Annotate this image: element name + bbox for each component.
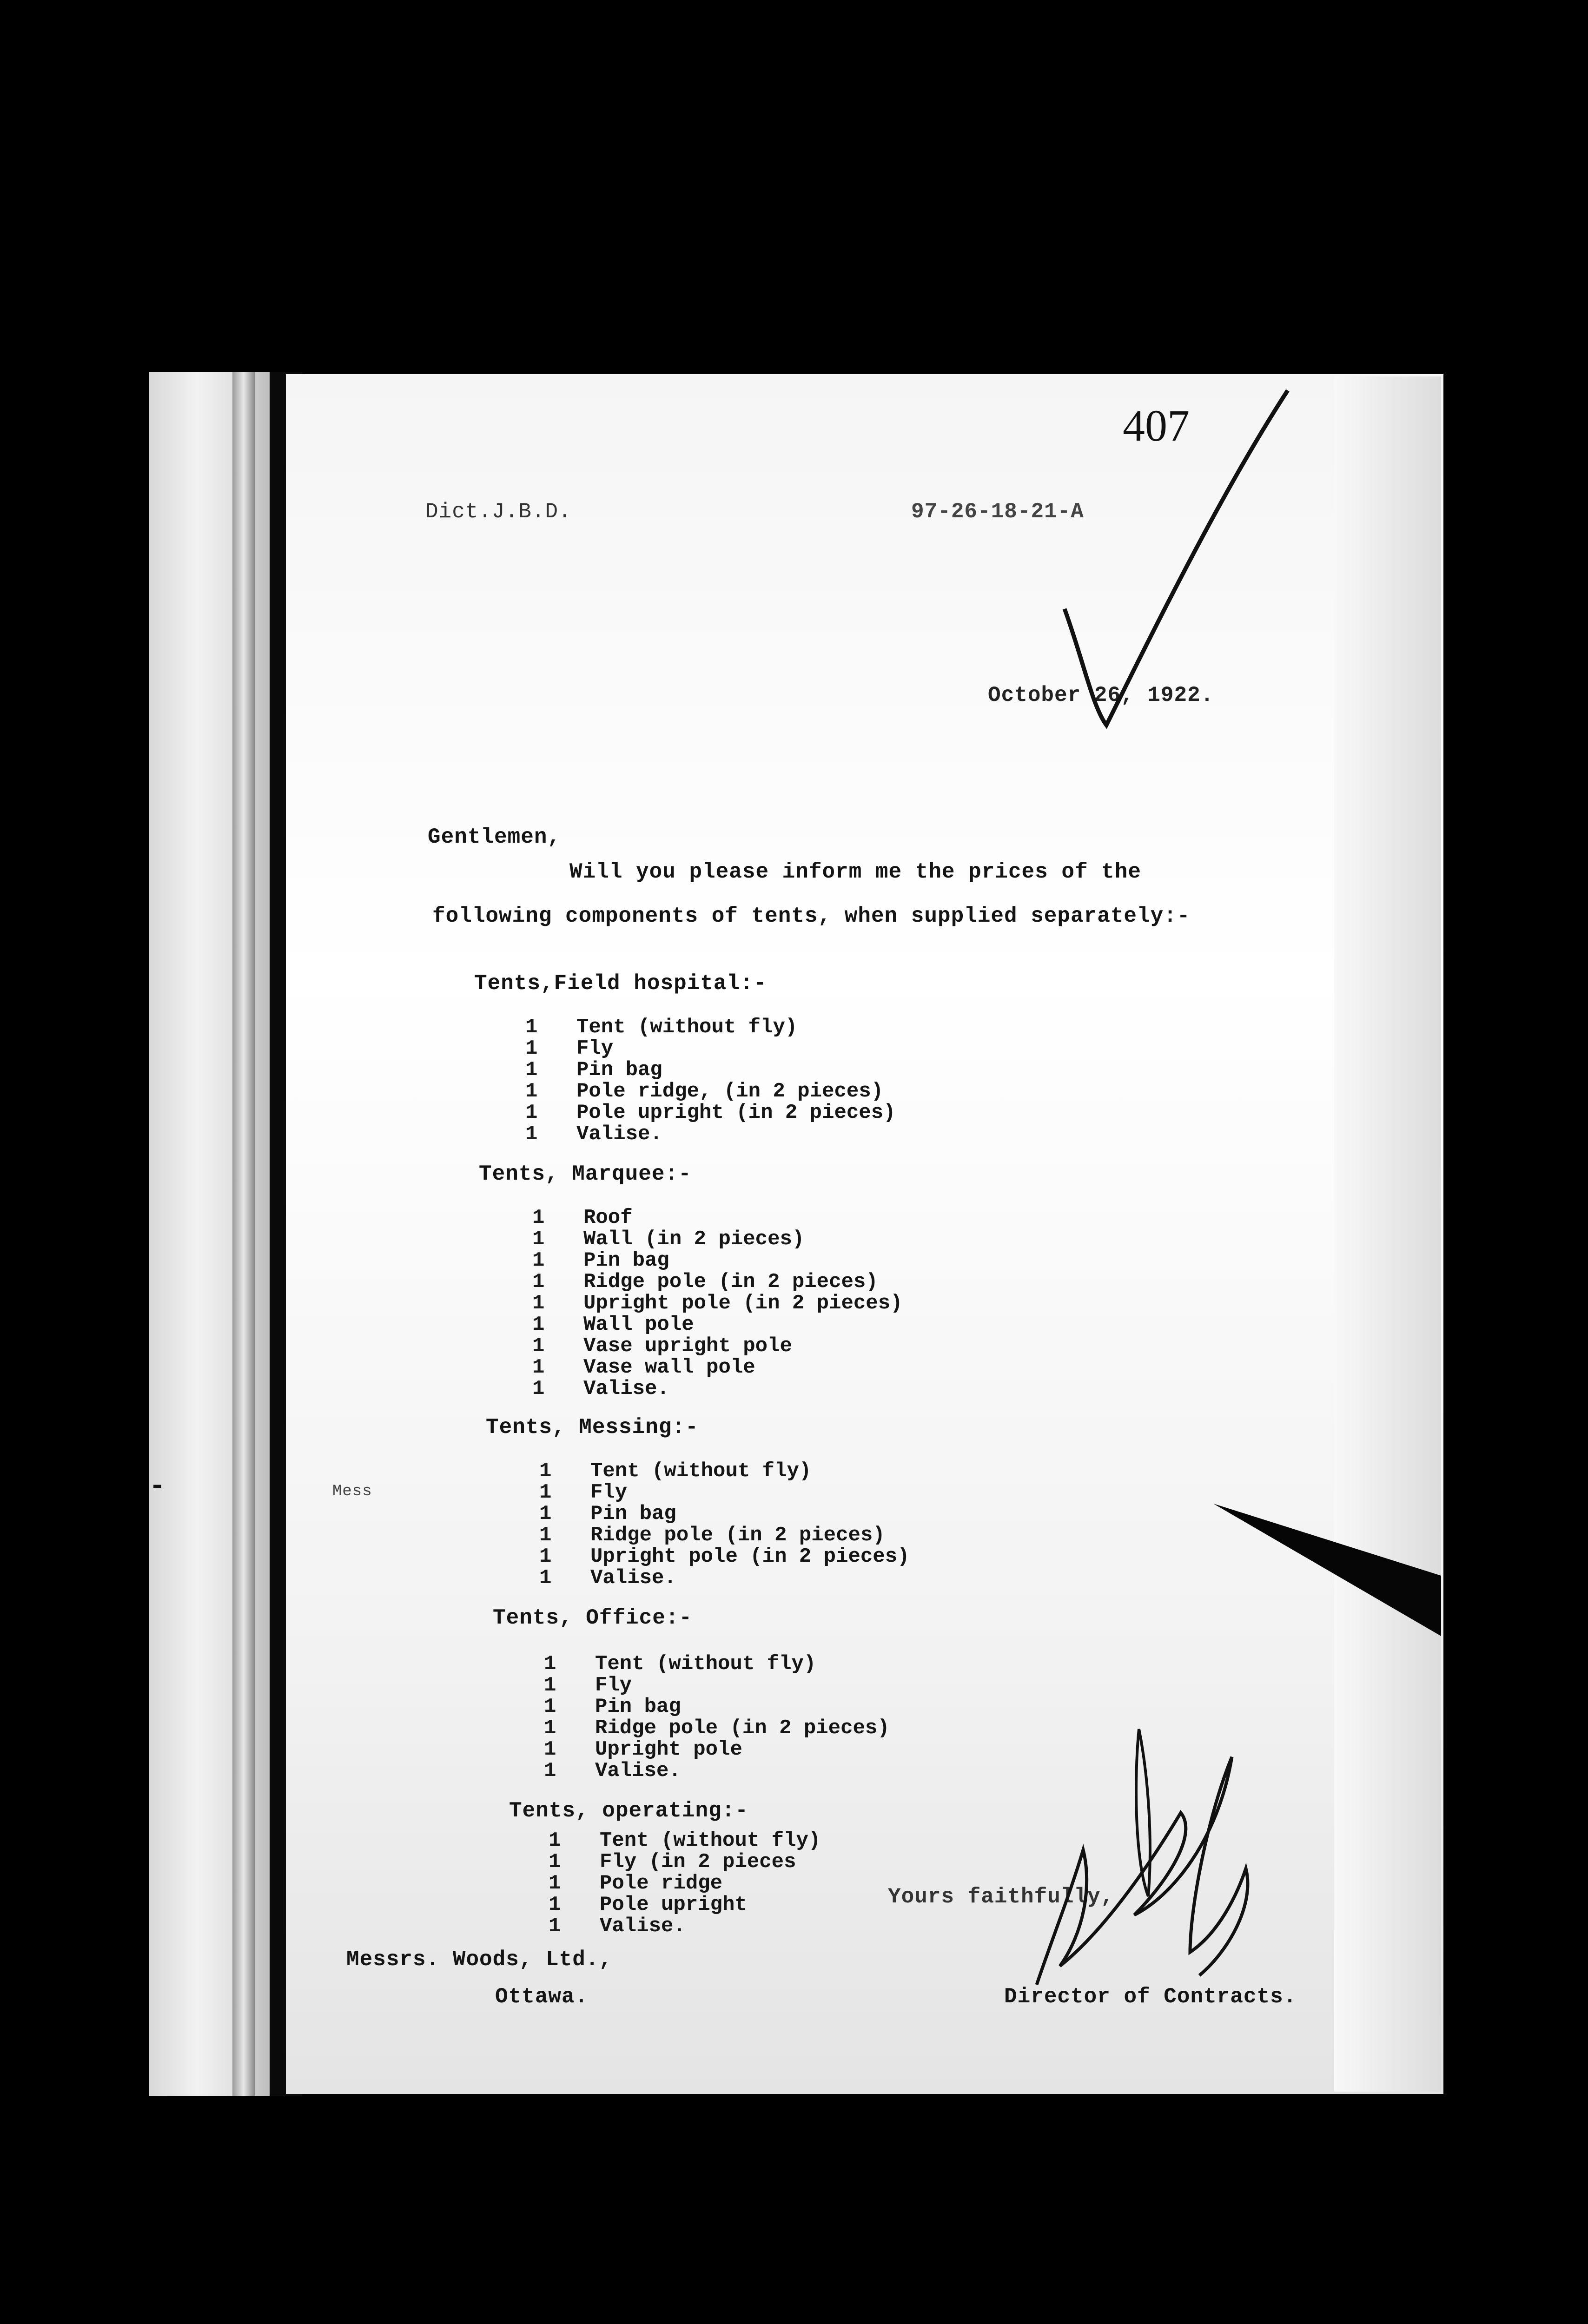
addressee-name: Messrs. Woods, Ltd.,	[346, 1948, 613, 1972]
item-quantity: 1	[532, 1228, 545, 1251]
item-name: Wall pole	[583, 1313, 694, 1336]
item-quantity: 1	[549, 1872, 561, 1895]
item-name: Pole upright (in 2 pieces)	[576, 1101, 896, 1124]
item-quantity: 1	[532, 1334, 545, 1358]
item-quantity: 1	[525, 1101, 538, 1124]
pen-pointer	[1213, 1504, 1441, 1636]
item-quantity: 1	[549, 1915, 561, 1938]
item-quantity: 1	[532, 1377, 545, 1400]
item-quantity: 1	[549, 1829, 561, 1852]
item-name: Upright pole	[595, 1738, 742, 1761]
item-quantity: 1	[544, 1674, 556, 1697]
item-name: Pin bag	[590, 1502, 676, 1525]
body-line: Will you please inform me the prices of the	[569, 860, 1141, 884]
item-name: Fly	[590, 1481, 628, 1504]
item-quantity: 1	[544, 1695, 556, 1718]
item-name: Upright pole (in 2 pieces)	[583, 1292, 903, 1315]
item-name: Upright pole (in 2 pieces)	[590, 1545, 910, 1568]
item-name: Fly (in 2 pieces	[600, 1850, 796, 1874]
letter-date: October 26, 1922.	[988, 683, 1214, 707]
tent-group-heading: Tents, operating:-	[509, 1799, 748, 1823]
item-name: Pole ridge	[600, 1872, 723, 1895]
item-quantity: 1	[525, 1122, 538, 1146]
item-quantity: 1	[549, 1850, 561, 1874]
item-name: Valise.	[583, 1377, 669, 1400]
item-quantity: 1	[539, 1566, 552, 1590]
item-quantity: 1	[539, 1502, 552, 1525]
item-name: Pin bag	[576, 1058, 662, 1082]
item-quantity: 1	[539, 1481, 552, 1504]
signature-loop	[1136, 1729, 1150, 1896]
item-name: Valise.	[576, 1122, 662, 1146]
left-page-mark: ▬	[153, 1478, 161, 1492]
item-name: Valise.	[595, 1759, 681, 1783]
item-quantity: 1	[532, 1313, 545, 1336]
dictation-reference: Dict.J.B.D.	[425, 500, 572, 524]
item-name: Ridge pole (in 2 pieces)	[583, 1270, 878, 1294]
tent-group-heading: Tents,Field hospital:-	[474, 971, 767, 996]
left-page-fragment: Mess	[332, 1483, 372, 1500]
item-quantity: 1	[539, 1545, 552, 1568]
item-quantity: 1	[549, 1893, 561, 1916]
item-name: Pin bag	[595, 1695, 681, 1718]
item-quantity: 1	[532, 1356, 545, 1379]
item-name: Tent (without fly)	[600, 1829, 821, 1852]
addressee-city: Ottawa.	[495, 1985, 589, 2009]
item-quantity: 1	[532, 1292, 545, 1315]
item-quantity: 1	[544, 1652, 556, 1676]
item-name: Tent (without fly)	[590, 1459, 812, 1483]
tent-group-heading: Tents, Messing:-	[486, 1415, 699, 1439]
item-name: Valise.	[590, 1566, 676, 1590]
item-quantity: 1	[532, 1270, 545, 1294]
item-quantity: 1	[544, 1717, 556, 1740]
item-name: Vase wall pole	[583, 1356, 755, 1379]
item-name: Fly	[576, 1037, 614, 1060]
salutation: Gentlemen,	[428, 825, 561, 849]
item-quantity: 1	[525, 1058, 538, 1082]
tent-group-heading: Tents, Office:-	[493, 1606, 693, 1630]
item-name: Ridge pole (in 2 pieces)	[595, 1717, 890, 1740]
item-quantity: 1	[532, 1206, 545, 1229]
item-name: Tent (without fly)	[595, 1652, 816, 1676]
item-quantity: 1	[539, 1459, 552, 1483]
item-name: Fly	[595, 1674, 632, 1697]
item-quantity: 1	[539, 1524, 552, 1547]
item-name: Roof	[583, 1206, 633, 1229]
checkmark-stroke	[1065, 390, 1288, 725]
item-name: Pin bag	[583, 1249, 669, 1272]
item-quantity: 1	[532, 1249, 545, 1272]
item-name: Ridge pole (in 2 pieces)	[590, 1524, 885, 1547]
item-quantity: 1	[525, 1037, 538, 1060]
item-name: Wall (in 2 pieces)	[583, 1228, 805, 1251]
item-quantity: 1	[544, 1759, 556, 1783]
tent-group-heading: Tents, Marquee:-	[479, 1162, 692, 1186]
item-name: Pole ridge, (in 2 pieces)	[576, 1080, 884, 1103]
item-quantity: 1	[525, 1080, 538, 1103]
closing-phrase: Yours faithfully,	[888, 1885, 1114, 1909]
item-quantity: 1	[525, 1016, 538, 1039]
signatory-title: Director of Contracts.	[1004, 1985, 1297, 2009]
page-number: 407	[1123, 401, 1190, 450]
file-reference: 97-26-18-21-A	[911, 500, 1084, 524]
item-name: Valise.	[600, 1915, 686, 1938]
item-quantity: 1	[544, 1738, 556, 1761]
item-name: Pole upright	[600, 1893, 747, 1916]
body-line: following components of tents, when supplied separately:-	[432, 904, 1191, 928]
item-name: Vase upright pole	[583, 1334, 792, 1358]
item-name: Tent (without fly)	[576, 1016, 798, 1039]
